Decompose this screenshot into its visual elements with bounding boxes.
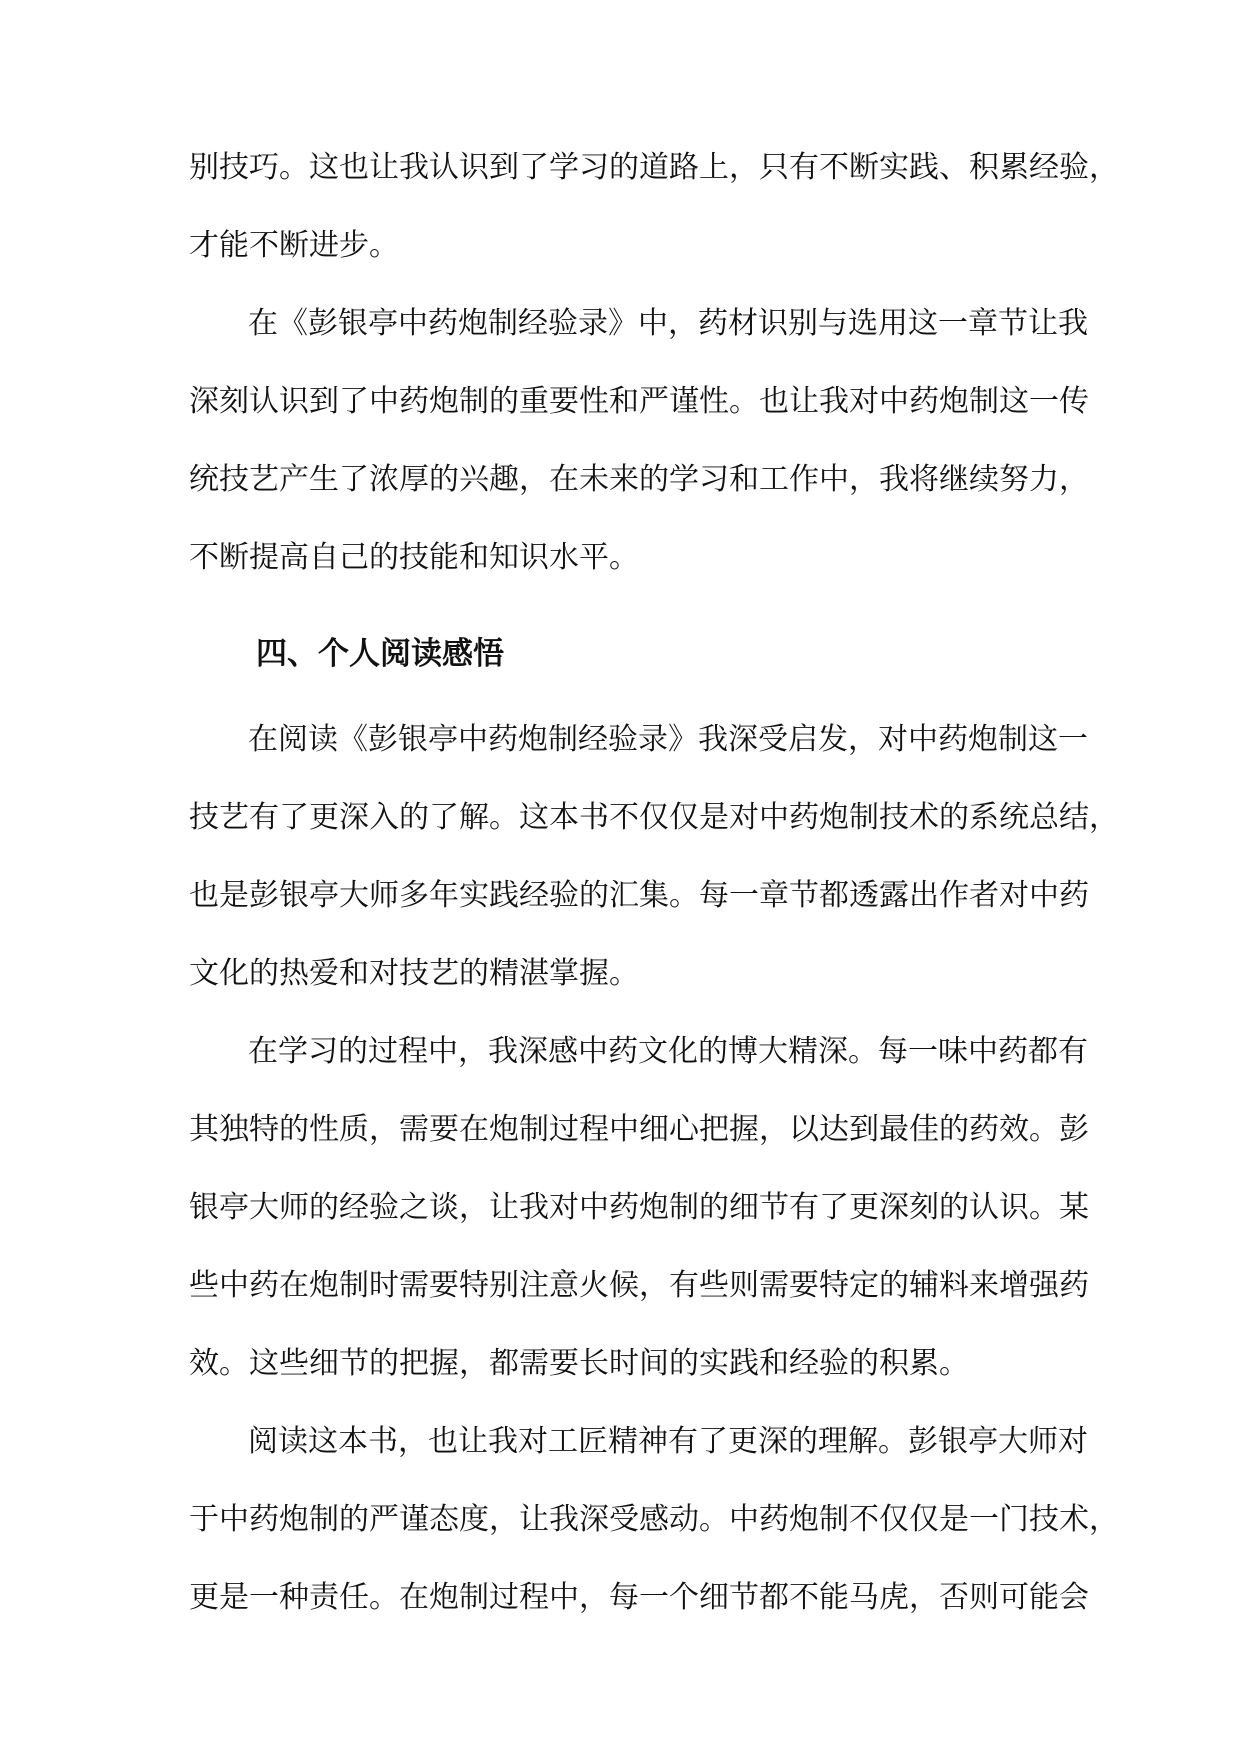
text-line: 深刻认识到了中药炮制的重要性和严谨性。也让我对中药炮制这一传	[189, 384, 1089, 419]
text-line: 别技巧。这也让我认识到了学习的道路上，只有不断实践、积累经验，	[189, 150, 1119, 185]
text-line: 在学习的过程中，我深感中药文化的博大精深。每一味中药都有	[248, 1034, 1088, 1069]
text-line: 其独特的性质，需要在炮制过程中细心把握，以达到最佳的药效。彭	[189, 1112, 1089, 1147]
text-line: 才能不断进步。	[189, 228, 399, 263]
text-line: 统技艺产生了浓厚的兴趣，在未来的学习和工作中，我将继续努力，	[189, 462, 1089, 497]
text-line: 技艺有了更深入的了解。这本书不仅仅是对中药炮制技术的系统总结，	[189, 800, 1119, 835]
text-line: 文化的热爱和对技艺的精湛掌握。	[189, 956, 639, 991]
text-line: 银亭大师的经验之谈，让我对中药炮制的细节有了更深刻的认识。某	[189, 1190, 1089, 1225]
text-line: 更是一种责任。在炮制过程中，每一个细节都不能马虎，否则可能会	[189, 1580, 1089, 1615]
text-line: 于中药炮制的严谨态度，让我深受感动。中药炮制不仅仅是一门技术，	[189, 1502, 1119, 1537]
text-line: 阅读这本书，也让我对工匠精神有了更深的理解。彭银亭大师对	[248, 1424, 1088, 1459]
text-line: 也是彭银亭大师多年实践经验的汇集。每一章节都透露出作者对中药	[189, 878, 1089, 913]
text-line: 在《彭银亭中药炮制经验录》中，药材识别与选用这一章节让我	[248, 306, 1088, 341]
text-line: 些中药在炮制时需要特别注意火候，有些则需要特定的辅料来增强药	[189, 1268, 1089, 1303]
text-line: 不断提高自己的技能和知识水平。	[189, 540, 639, 575]
text-line: 在阅读《彭银亭中药炮制经验录》我深受启发，对中药炮制这一	[248, 722, 1088, 757]
section-heading: 四、个人阅读感悟	[256, 636, 504, 672]
text-line: 效。这些细节的把握，都需要长时间的实践和经验的积累。	[189, 1346, 969, 1381]
